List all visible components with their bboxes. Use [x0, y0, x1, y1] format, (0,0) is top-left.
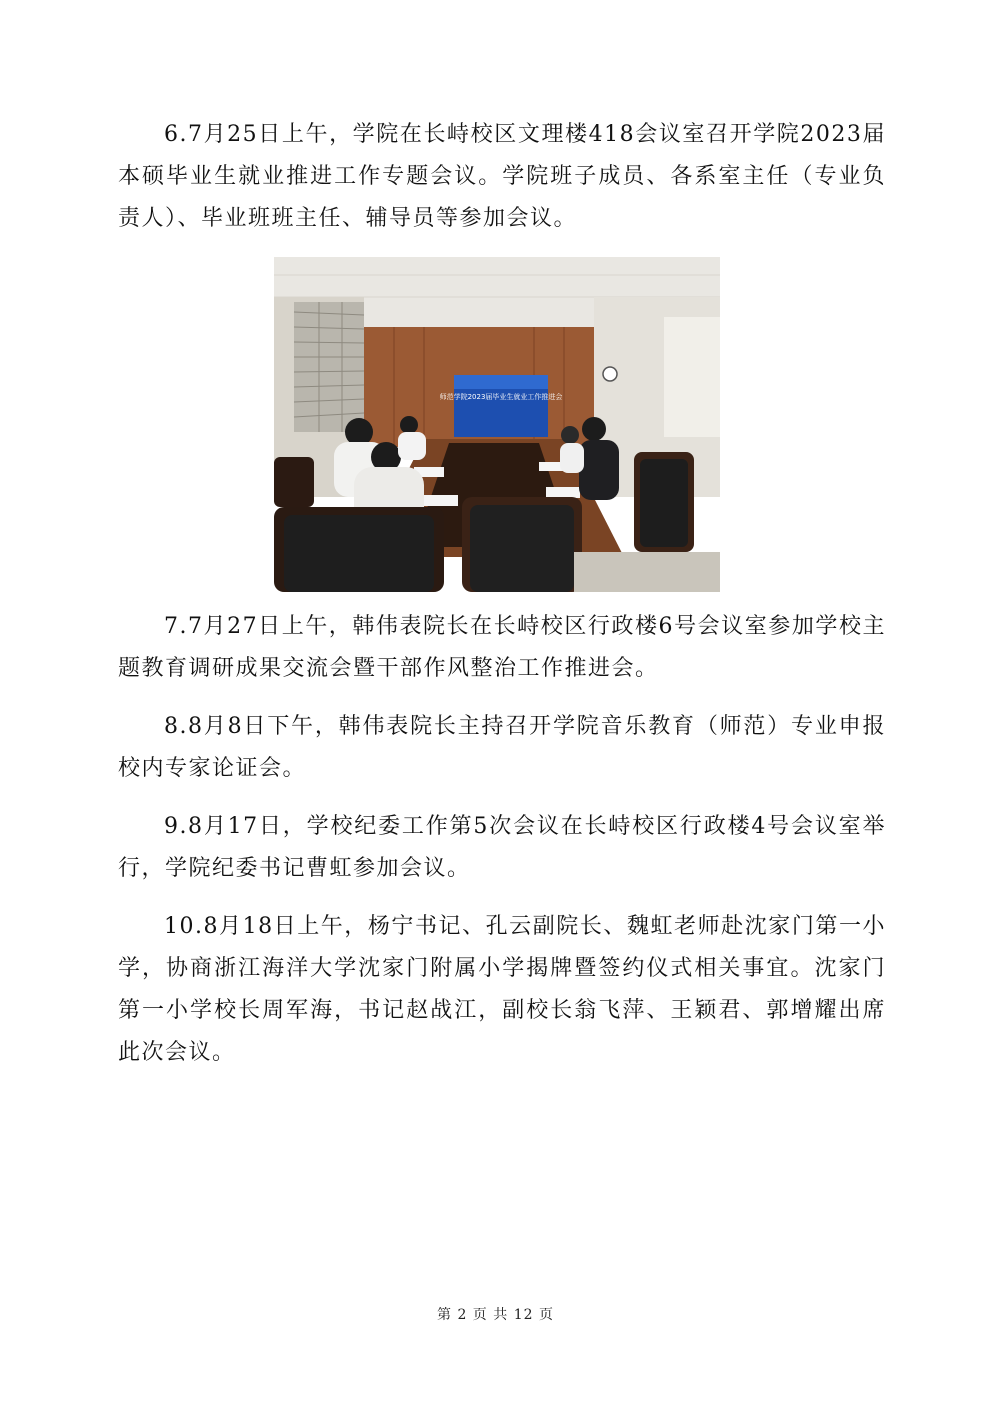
paragraph-item-9: 9.8月17日，学校纪委工作第5次会议在长峙校区行政楼4号会议室举行，学院纪委书记曹虹参加会议。 [118, 814, 886, 881]
paragraph-item-6: 6.7月25日上午，学院在长峙校区文理楼418会议室召开学院2023届本硕毕业生就业推进工作专题会议。学院班子成员、各系室主任（专业负责人）、毕业班班主任、辅导员等参加会议。 [118, 122, 886, 231]
meeting-photo [274, 257, 720, 592]
page-number: 第 2 页 共 12 页 [437, 1307, 554, 1323]
paragraph-item-10: 10.8月18日上午，杨宁书记、孔云副院长、魏虹老师赴沈家门第一小学，协商浙江海洋大学沈家门附属小学揭牌暨签约仪式相关事宜。沈家门第一小学校长周军海，书记赵战江，副校长翁飞萍、王颖君、郭增耀出席此次会议。 [118, 914, 886, 1065]
screen-title: 师范学院2023届毕业生就业工作推进会 [439, 393, 563, 401]
paragraph-item-8: 8.8月8日下午，韩伟表院长主持召开学院音乐教育（师范）专业申报校内专家论证会。 [118, 714, 886, 781]
paragraph-item-7: 7.7月27日上午，韩伟表院长在长峙校区行政楼6号会议室参加学校主题教育调研成果交流会暨干部作风整治工作推进会。 [118, 614, 886, 681]
